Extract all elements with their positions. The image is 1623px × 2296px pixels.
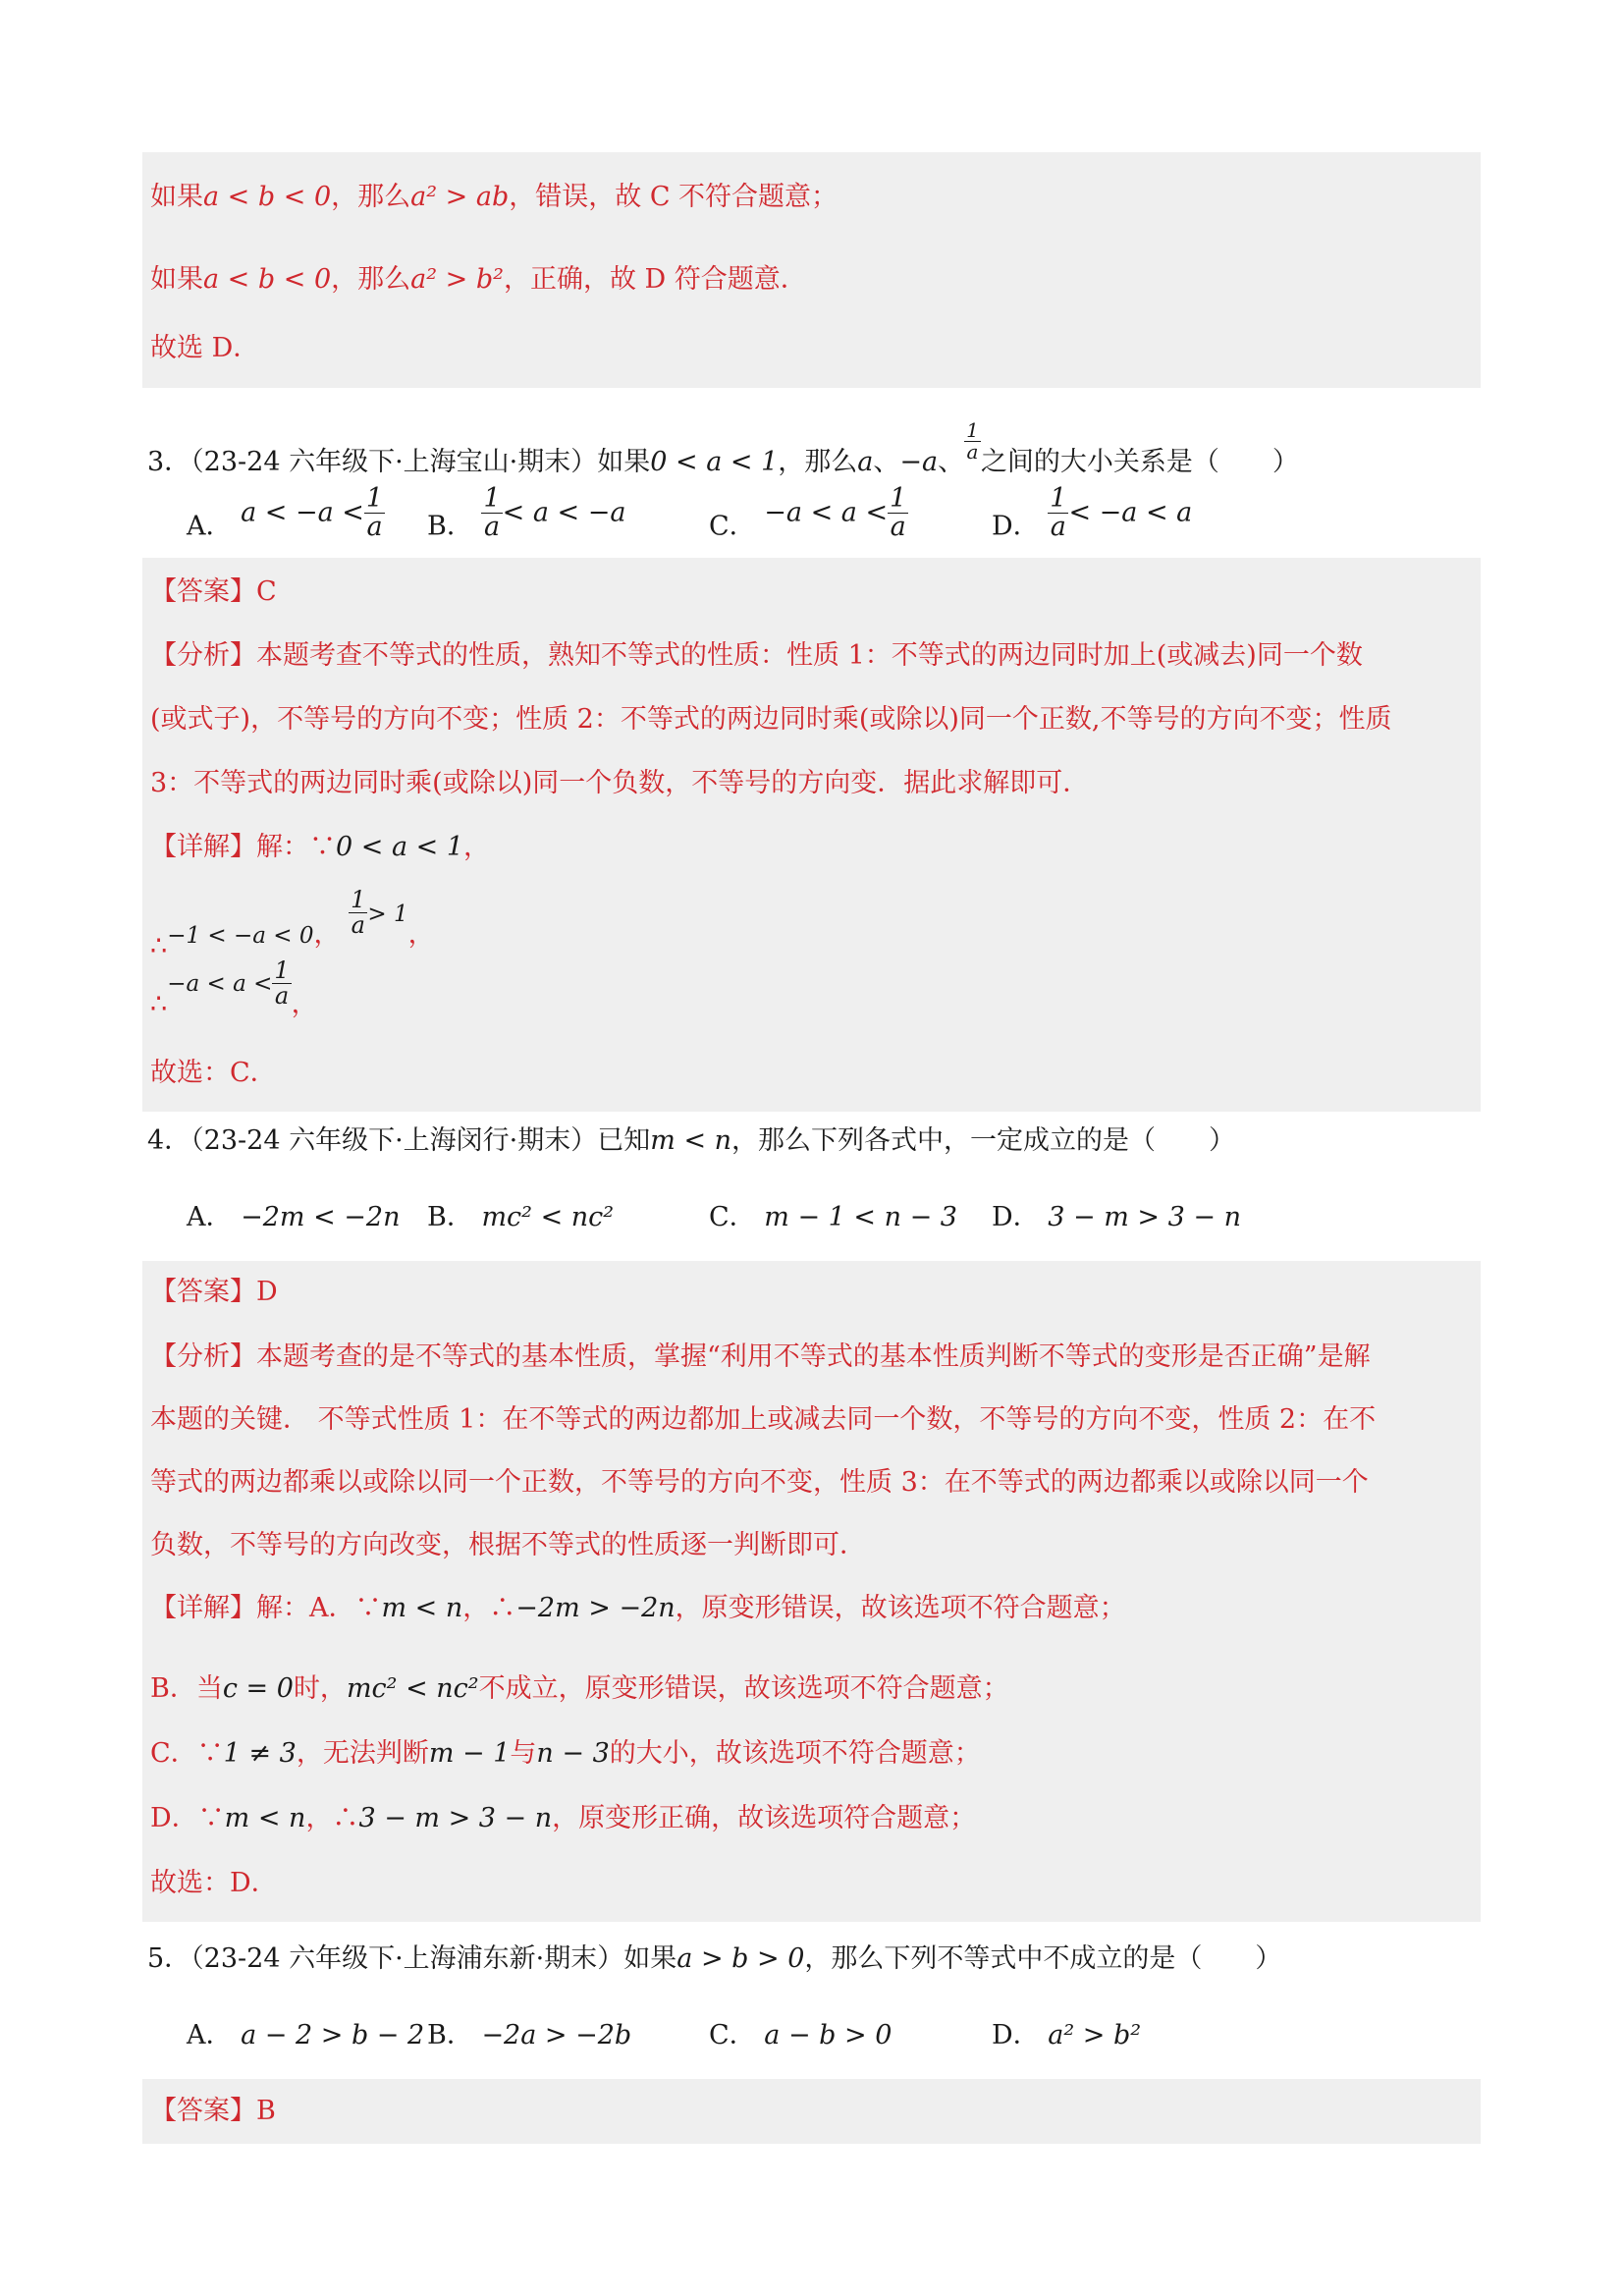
detail-line <box>150 888 435 966</box>
text: ，那么 <box>331 264 411 295</box>
math: a < b < 0 <box>203 182 332 212</box>
detail-line <box>150 1589 1126 1628</box>
question-prefix: 4．（23-24 六年级下·上海闵行·期末）已知 <box>147 1125 651 1156</box>
question-prefix: 5．（23-24 六年级下·上海浦东新·期末）如果 <box>147 1943 677 1974</box>
question-4 <box>147 1121 1235 1161</box>
answer-tag: 【答案】 <box>150 1277 256 1307</box>
math: 1 ≠ 3 <box>223 1738 297 1769</box>
text: 的大小，故该选项不符合题意； <box>609 1738 981 1769</box>
text: C．∵ <box>150 1738 224 1769</box>
math: a² > b² <box>1048 2020 1142 2050</box>
fraction <box>272 958 291 1009</box>
math: m − 1 < n − 3 <box>764 1202 957 1232</box>
detail-line <box>150 1734 981 1774</box>
answer-value: D <box>256 1277 278 1307</box>
detail-line <box>150 828 490 867</box>
math: −a < a < <box>167 971 273 998</box>
detail-tag: 【详解】 <box>150 1593 256 1623</box>
math: mc² < nc² <box>346 1673 479 1704</box>
math: m < n <box>224 1803 306 1833</box>
text: ，正确，故 D 符合题意． <box>503 264 807 295</box>
numerator: 1 <box>1050 483 1067 514</box>
text: 与 <box>510 1738 537 1769</box>
answer-line <box>150 178 838 217</box>
text: ，∴ <box>305 1803 359 1833</box>
text: ，原变形正确，故该选项符合题意； <box>552 1803 977 1833</box>
math: −a <box>899 447 939 477</box>
option-label: C． <box>709 511 756 542</box>
analysis-tag: 【分析】 <box>150 1341 256 1372</box>
denominator: a <box>274 982 290 1011</box>
analysis-line: 本题的关键． 不等式性质 1：在不等式的两边都加上或减去同一个数，不等号的方向不变，性质 2：在不 <box>150 1404 1377 1435</box>
math: a < −a < <box>241 497 364 528</box>
text: ，无法判断 <box>296 1738 429 1769</box>
denominator: a <box>1050 512 1066 543</box>
option-label: A． <box>187 2020 233 2050</box>
text: ，那么 <box>331 182 411 212</box>
question-prefix: 3．（23-24 六年级下·上海宝山·期末）如果 <box>147 447 651 477</box>
math: a <box>857 447 874 477</box>
denominator: a <box>890 512 906 543</box>
math: a² > ab <box>410 182 510 212</box>
answer-line <box>150 1273 278 1312</box>
option-label: B． <box>427 511 473 542</box>
text: 不成立，原变形错误，故该选项不符合题意； <box>478 1673 1009 1704</box>
math: > 1 <box>367 902 408 928</box>
text: ， <box>463 832 491 862</box>
math: mc² < nc² <box>481 1202 615 1232</box>
answer-value: C <box>256 576 277 607</box>
text: ，∴ <box>462 1593 516 1623</box>
option-label: A． <box>187 511 233 542</box>
numerator: 1 <box>483 483 501 514</box>
option-label: D． <box>992 1202 1040 1232</box>
numerator: 1 <box>274 957 290 984</box>
answer-value: B <box>256 2096 276 2126</box>
option-b <box>427 1198 614 1237</box>
math: < a < −a <box>502 497 626 528</box>
option-b <box>427 485 625 546</box>
text: ，原变形错误，故该选项不符合题意； <box>675 1593 1126 1623</box>
answer-conclusion: 故选：D． <box>150 1868 278 1898</box>
math: < −a < a <box>1068 497 1193 528</box>
detail-line <box>150 958 318 1024</box>
answer-line <box>150 573 277 612</box>
question-3 <box>147 420 1299 482</box>
analysis-line <box>150 1338 1371 1377</box>
question-suffix: ，那么下列不等式中不成立的是（ ） <box>804 1943 1282 1974</box>
question-suffix: ，那么下列各式中，一定成立的是（ ） <box>731 1125 1236 1156</box>
option-label: A． <box>187 1202 233 1232</box>
answer-tag: 【答案】 <box>150 576 256 607</box>
text: ， <box>407 919 435 951</box>
option-b <box>427 2016 631 2055</box>
math: −2m < −2n <box>241 1202 401 1232</box>
numerator: 1 <box>365 483 384 514</box>
answer-conclusion: 故选：C． <box>150 1058 277 1088</box>
detail-line <box>150 1799 976 1838</box>
option-a <box>187 485 385 546</box>
answer-5-block <box>142 2079 1481 2144</box>
text: 如果 <box>150 264 203 295</box>
analysis-line: 3：不等式的两边同时乘(或除以)同一个负数，不等号的方向变．据此求解即可． <box>150 768 1090 798</box>
math: m − 1 <box>428 1738 511 1769</box>
text: ∴ <box>150 931 168 962</box>
math: a > b > 0 <box>676 1943 805 1974</box>
math: 3 − m > 3 − n <box>1048 1202 1241 1232</box>
fraction <box>1048 485 1068 542</box>
option-label: C． <box>709 1202 756 1232</box>
text: ， <box>291 989 318 1020</box>
text: 如果 <box>150 182 203 212</box>
denominator: a <box>351 911 365 940</box>
text: 本题考查的是不等式的基本性质，掌握“利用不等式的基本性质判断不等式的变形是否正确”是解 <box>256 1341 1371 1372</box>
math: 3 − m > 3 − n <box>358 1803 553 1833</box>
answer-conclusion: 故选 D． <box>150 333 260 363</box>
text: ∴ <box>150 989 168 1020</box>
option-d <box>992 2016 1141 2055</box>
option-label: C． <box>709 2020 756 2050</box>
answer-tag: 【答案】 <box>150 2096 256 2126</box>
numerator: 1 <box>966 418 979 442</box>
fraction <box>888 485 908 542</box>
text: B．当 <box>150 1673 223 1704</box>
option-a <box>187 2016 424 2055</box>
option-d <box>992 1198 1241 1237</box>
math: n − 3 <box>536 1738 610 1769</box>
numerator: 1 <box>890 483 907 514</box>
math: a < b < 0 <box>203 264 332 295</box>
fraction <box>964 420 981 463</box>
numerator: 1 <box>351 886 366 913</box>
option-c <box>709 1198 957 1237</box>
text: ，那么 <box>778 447 858 477</box>
analysis-line: (或式子)，不等号的方向不变；性质 2：不等式的两边同时乘(或除以)同一个正数,不等号的方向不变；性质 <box>150 704 1392 735</box>
fraction <box>349 888 367 938</box>
text: 、 <box>873 447 900 477</box>
detail-line <box>150 1669 1009 1709</box>
text: 本题考查不等式的性质，熟知不等式的性质：性质 1：不等式的两边同时加上(或减去)同一个数 <box>256 640 1363 671</box>
text: 解：A．∵ <box>256 1593 382 1623</box>
math: −a < a < <box>764 497 889 528</box>
answer-3-block <box>142 558 1481 1112</box>
analysis-line <box>150 636 1363 676</box>
math: c = 0 <box>222 1673 294 1704</box>
math: −1 < −a < 0 <box>167 923 314 950</box>
option-label: B． <box>427 2020 473 2050</box>
denominator: a <box>966 440 979 464</box>
math: a² > b² <box>410 264 504 295</box>
option-label: B． <box>427 1202 473 1232</box>
question-5 <box>147 1940 1281 1979</box>
fraction <box>364 485 385 542</box>
answer-line <box>150 260 807 300</box>
previous-answer-block <box>142 152 1481 388</box>
text: D．∵ <box>150 1803 225 1833</box>
option-a <box>187 1198 400 1237</box>
option-label: D． <box>992 2020 1040 2050</box>
option-d <box>992 485 1192 546</box>
math: a − 2 > b − 2 <box>241 2020 425 2050</box>
text: 、 <box>938 447 965 477</box>
answer-4-block <box>142 1261 1481 1922</box>
math: m < n <box>381 1593 463 1623</box>
denominator: a <box>483 512 501 543</box>
fraction <box>481 485 502 542</box>
text: ， <box>313 919 341 951</box>
text: 解：∵ <box>256 832 336 862</box>
option-c <box>709 485 908 546</box>
question-suffix: 之间的大小关系是（ ） <box>980 447 1299 477</box>
analysis-tag: 【分析】 <box>150 640 256 671</box>
analysis-line: 等式的两边都乘以或除以同一个正数，不等号的方向不变，性质 3：在不等式的两边都乘以或除以同一个 <box>150 1467 1369 1498</box>
math: a − b > 0 <box>764 2020 893 2050</box>
option-label: D． <box>992 511 1040 542</box>
math: −2a > −2b <box>481 2020 632 2050</box>
math: −2m > −2n <box>515 1593 676 1623</box>
detail-tag: 【详解】 <box>150 832 256 862</box>
text: ，错误，故 C 不符合题意； <box>509 182 839 212</box>
denominator: a <box>366 512 383 543</box>
option-c <box>709 2016 892 2055</box>
math: m < n <box>650 1125 732 1156</box>
answer-line <box>150 2092 276 2131</box>
analysis-line: 负数，不等号的方向改变，根据不等式的性质逐一判断即可． <box>150 1530 866 1560</box>
text: 时， <box>293 1673 347 1704</box>
math: 0 < a < 1 <box>336 832 464 862</box>
math: 0 < a < 1 <box>650 447 779 477</box>
